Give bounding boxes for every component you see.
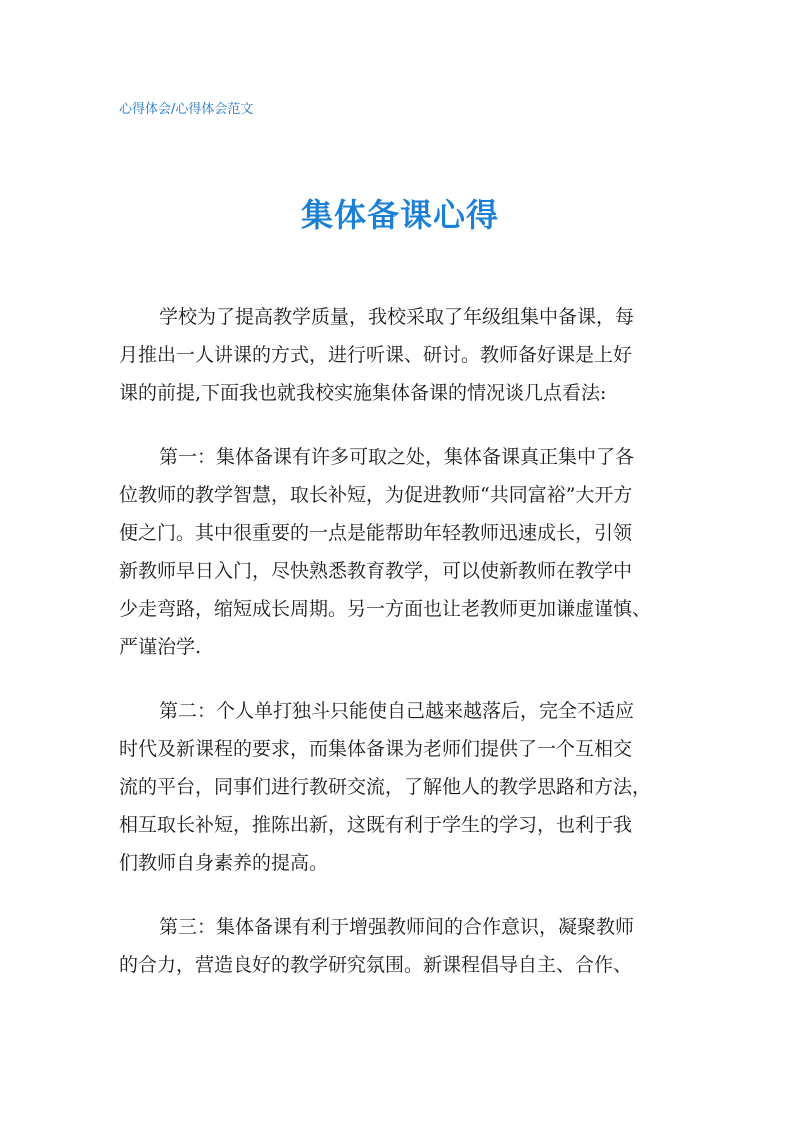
text-line: 便之门。其中很重要的一点是能帮助年轻教师迅速成长，引领	[119, 522, 633, 544]
text-line: 第三：集体备课有利于增强教师间的合作意识，凝聚教师	[159, 916, 635, 938]
paragraph-third	[119, 908, 679, 984]
page-title: 集体备课心得	[300, 196, 499, 234]
text-line: 们教师自身素养的提高。	[119, 852, 329, 874]
text-line: 学校为了提高教学质量，我校采取了年级组集中备课，每	[159, 306, 635, 328]
paragraph-intro	[119, 298, 679, 412]
article-body	[119, 298, 679, 1010]
text-line: 相互取长补短，推陈出新，这既有利于学生的学习，也利于我	[119, 814, 633, 836]
text-line: 月推出一人讲课的方式，进行听课、研讨。教师备好课是上好	[119, 344, 633, 366]
text-line: 新教师早日入门，尽快熟悉教育教学，可以使新教师在教学中	[119, 560, 633, 582]
text-line: 第二：个人单打独斗只能使自己越来越落后，完全不适应	[159, 700, 635, 722]
paragraph-first	[119, 438, 679, 666]
paragraph-second	[119, 692, 679, 882]
text-line: 少走弯路，缩短成长周期。另一方面也让老教师更加谦虚谨慎、	[119, 598, 652, 620]
text-line: 严谨治学.	[119, 636, 202, 658]
text-line: 的合力，营造良好的教学研究氛围。新课程倡导自主、合作、	[119, 954, 633, 976]
text-line: 第一：集体备课有许多可取之处，集体备课真正集中了各	[159, 446, 635, 468]
breadcrumb[interactable]: 心得体会/心得体会范文	[119, 102, 254, 117]
text-line: 流的平台，同事们进行教研交流，了解他人的教学思路和方法，	[119, 776, 652, 798]
text-line: 时代及新课程的要求，而集体备课为老师们提供了一个互相交	[119, 738, 633, 760]
text-line: 课的前提,下面我也就我校实施集体备课的情况谈几点看法:	[119, 382, 607, 404]
text-line: 位教师的教学智慧，取长补短，为促进教师“共同富裕”大开方	[119, 484, 633, 506]
